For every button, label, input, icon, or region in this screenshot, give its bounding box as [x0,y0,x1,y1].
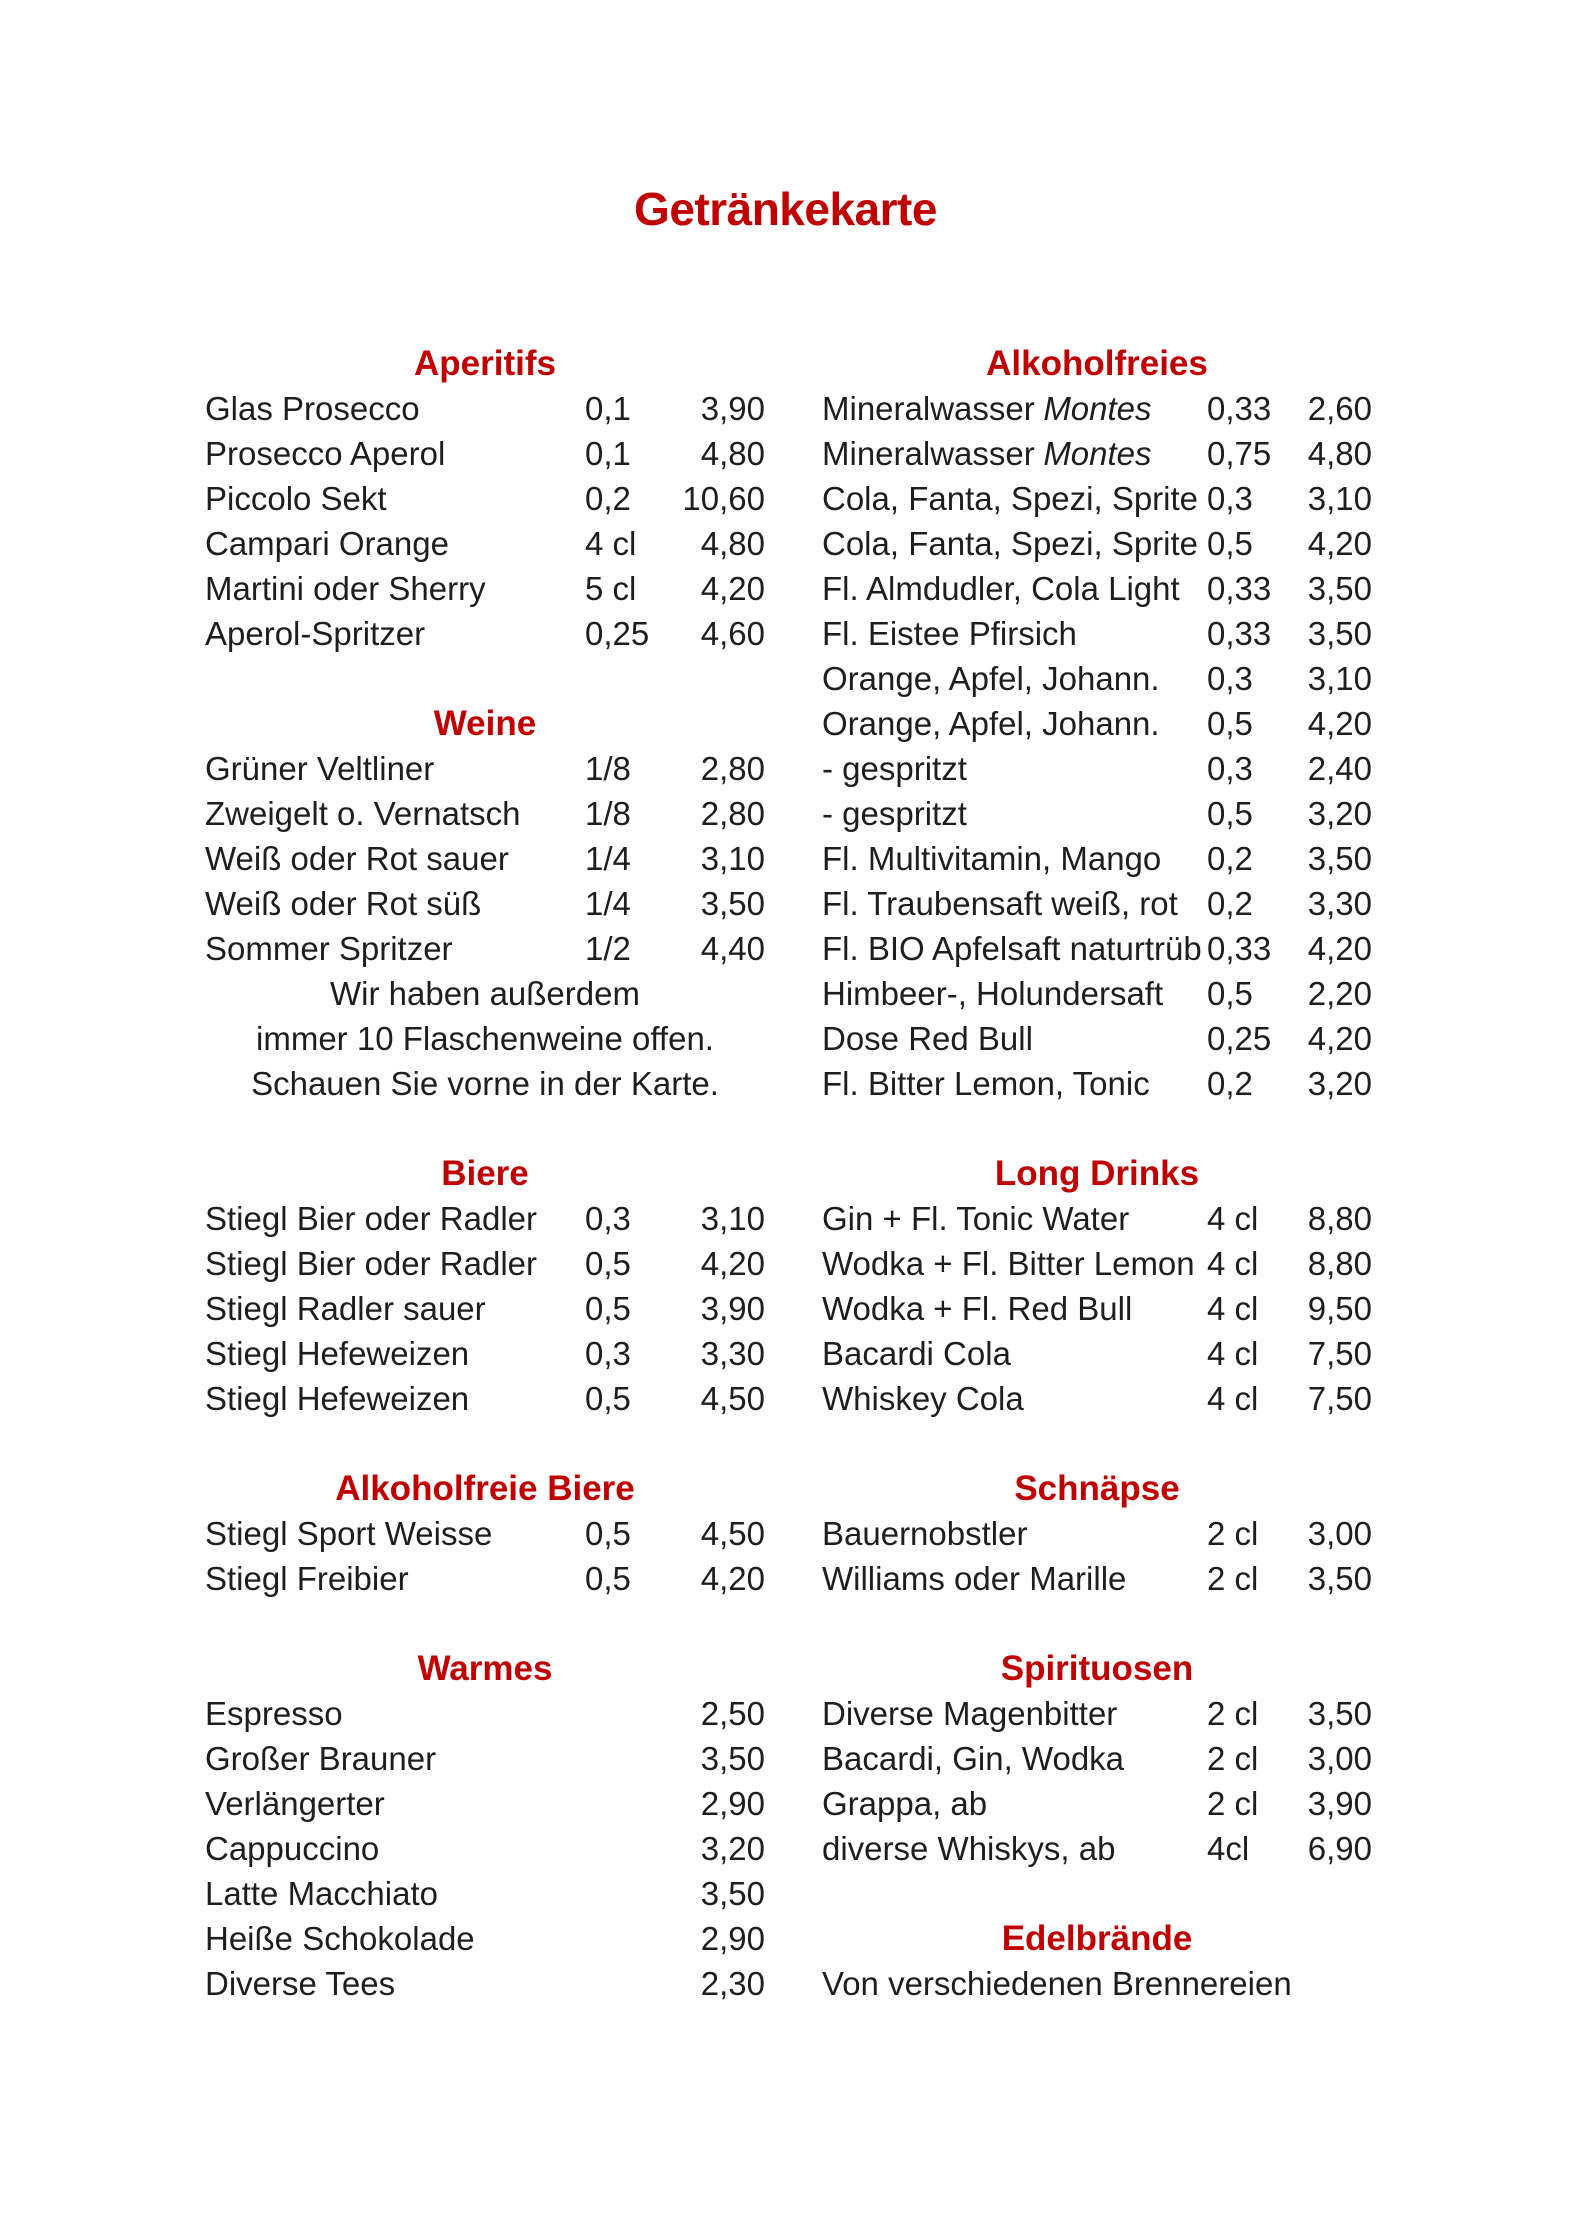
menu-item-row [205,791,765,836]
item-price: 3,90 [700,1289,765,1327]
item-label-text: Wodka + Fl. Bitter Lemon [822,1244,1195,1282]
item-price: 3,50 [700,884,765,922]
item-price: 4,50 [700,1379,765,1417]
item-volume: 1/8 [585,749,631,787]
item-label-text: Piccolo Sekt [205,479,387,517]
item-label [822,705,1207,743]
item-price: 7,50 [1307,1379,1372,1417]
menu-item-row [205,1691,765,1736]
item-price: 4,20 [1307,704,1372,742]
item-label [205,1695,585,1733]
item-label [822,1785,1207,1823]
menu-section-header-row [822,1151,1372,1196]
item-price: 3,10 [1307,659,1372,697]
item-label-text: Sommer Spritzer [205,929,453,967]
menu-item-row [822,1286,1372,1331]
menu-item-row [822,1511,1372,1556]
item-price: 4,20 [700,1559,765,1597]
item-label-text: Stiegl Hefeweizen [205,1379,470,1417]
item-volume: 2 cl [1207,1739,1259,1777]
item-label-text: Fl. Almdudler, Cola Light [822,569,1180,607]
item-label-text: Bacardi Cola [822,1334,1011,1372]
item-volume: 0,3 [1207,659,1253,697]
item-price: 4,20 [1307,1019,1372,1057]
item-volume: 1/2 [585,929,631,967]
item-label [205,525,585,563]
wine-note-row [205,1061,765,1106]
item-price: 4,80 [700,434,765,472]
menu-section-header-row [822,1646,1372,1691]
item-volume: 4 cl [585,524,637,562]
item-price: 8,80 [1307,1244,1372,1282]
item-label [822,1740,1207,1778]
item-volume: 2 cl [1207,1514,1259,1552]
item-price: 2,90 [700,1919,765,1957]
item-volume: 4 cl [1207,1199,1259,1237]
item-label [822,840,1207,878]
item-volume: 0,5 [1207,794,1253,832]
section-header: Alkoholfreie Biere [335,1468,635,1508]
wine-note-text: immer 10 Flaschenweine offen. [256,1019,714,1057]
item-volume: 4 cl [1207,1379,1259,1417]
item-label [822,480,1207,518]
item-label [822,1200,1207,1238]
section-gap [822,1871,1372,1916]
section-gap [822,1421,1372,1466]
item-price: 4,20 [700,1244,765,1282]
item-label [822,1695,1207,1733]
item-label-text: Diverse Tees [205,1964,396,2002]
menu-item-row [822,1241,1372,1286]
item-volume: 0,33 [1207,389,1272,427]
section-gap [205,656,765,701]
section-header: Alkoholfreies [986,343,1208,383]
item-label-text: Martini oder Sherry [205,569,486,607]
menu-item-row [205,1781,765,1826]
item-label-text: Von verschiedenen Brennereien [822,1964,1292,2002]
item-label-text: Fl. BIO Apfelsaft naturtrüb [822,929,1202,967]
item-label [205,750,585,788]
item-volume: 0,5 [1207,704,1253,742]
menu-item-row [822,1331,1372,1376]
menu-item-row [205,611,765,656]
item-label-text: Glas Prosecco [205,389,420,427]
menu-item-row [205,431,765,476]
item-label-text: Latte Macchiato [205,1874,438,1912]
item-volume: 2 cl [1207,1694,1259,1732]
section-header: Long Drinks [994,1153,1200,1193]
item-label [205,615,585,653]
section-gap [822,1601,1372,1646]
item-price: 3,50 [1307,1694,1372,1732]
menu-item-row [205,881,765,926]
item-volume: 5 cl [585,569,637,607]
item-volume: 0,5 [585,1379,631,1417]
item-volume: 0,33 [1207,569,1272,607]
item-label-text: Weiß oder Rot süß [205,884,482,922]
menu-item-row [822,791,1372,836]
item-label [205,840,585,878]
item-volume: 0,3 [1207,749,1253,787]
menu-item-row [822,1016,1372,1061]
item-volume: 0,2 [1207,884,1253,922]
item-label-text: Himbeer-, Holundersaft [822,974,1164,1012]
item-label-text: Cappuccino [205,1829,380,1867]
wine-note-row [205,1016,765,1061]
item-price: 7,50 [1307,1334,1372,1372]
item-price: 3,50 [700,1874,765,1912]
item-price: 10,60 [682,479,765,517]
menu-item-row [822,1691,1372,1736]
item-label-text: Espresso [205,1694,343,1732]
menu-section-header-row [205,1151,765,1196]
item-label-text: Whiskey Cola [822,1379,1024,1417]
section-header: Weine [433,703,537,743]
item-volume: 0,3 [585,1334,631,1372]
item-label-text: Aperol-Spritzer [205,614,426,652]
item-volume: 0,5 [585,1559,631,1597]
item-label-text: Grüner Veltliner [205,749,435,787]
item-volume: 0,2 [1207,839,1253,877]
item-price: 4,50 [700,1514,765,1552]
item-price: 2,30 [700,1964,765,2002]
item-price: 4,60 [700,614,765,652]
menu-section-header-row [822,1466,1372,1511]
item-label [205,570,585,608]
item-price: 2,50 [700,1694,765,1732]
item-label-text: Prosecco Aperol [205,434,446,472]
section-header: Schnäpse [1014,1468,1180,1508]
item-label-text: Wodka + Fl. Red Bull [822,1289,1133,1327]
item-price: 3,20 [1307,794,1372,832]
item-label-text: Großer Brauner [205,1739,437,1777]
item-volume: 0,3 [585,1199,631,1237]
item-volume: 0,25 [1207,1019,1272,1057]
menu-item-row [205,1871,765,1916]
item-volume: 0,2 [1207,1064,1253,1102]
menu-item-row [205,1826,765,1871]
item-price: 4,40 [700,929,765,967]
item-label [822,570,1207,608]
item-volume: 4 cl [1207,1289,1259,1327]
item-price: 3,00 [1307,1739,1372,1777]
menu-item-row [205,1511,765,1556]
menu-item-row [822,1061,1372,1106]
menu-item-row [205,1286,765,1331]
item-price: 2,40 [1307,749,1372,787]
item-label [205,1515,585,1553]
menu-item-row [822,656,1372,701]
item-label-italic: Montes [1043,434,1152,472]
menu-item-row [822,521,1372,566]
item-label [822,390,1207,428]
item-volume: 0,1 [585,389,631,427]
item-volume: 4 cl [1207,1334,1259,1372]
menu-item-row [205,1331,765,1376]
item-label-text: Gin + Fl. Tonic Water [822,1199,1130,1237]
menu-item-row [205,521,765,566]
item-label [822,1290,1207,1328]
wine-note-text: Schauen Sie vorne in der Karte. [251,1064,719,1102]
item-volume: 0,5 [1207,974,1253,1012]
item-label-italic: Montes [1043,389,1152,427]
item-price: 3,30 [1307,884,1372,922]
item-volume: 4 cl [1207,1244,1259,1282]
menu-section-header-row [822,1916,1372,1961]
menu-item-row [822,1376,1372,1421]
item-volume: 0,33 [1207,614,1272,652]
item-label [205,1740,585,1778]
item-label [205,435,585,473]
item-price: 2,60 [1307,389,1372,427]
item-label [822,1380,1207,1418]
item-label [822,1245,1207,1283]
item-price: 8,80 [1307,1199,1372,1237]
item-label [205,1335,585,1373]
menu-section-header-row [205,1466,765,1511]
item-price: 4,20 [700,569,765,607]
item-label [822,1515,1207,1553]
item-label [822,1065,1207,1103]
menu-item-row [822,701,1372,746]
section-header: Edelbrände [1001,1918,1193,1958]
section-header: Warmes [417,1648,553,1688]
menu-item-row [205,1196,765,1241]
item-price: 3,50 [1307,839,1372,877]
item-price: 3,20 [700,1829,765,1867]
item-volume: 1/8 [585,794,631,832]
item-price: 4,80 [1307,434,1372,472]
menu-item-row [822,746,1372,791]
item-label-text: Orange, Apfel, Johann. [822,704,1160,742]
item-label [205,390,585,428]
item-label-text: Fl. Multivitamin, Mango [822,839,1162,877]
item-price: 2,90 [700,1784,765,1822]
item-price: 3,90 [700,389,765,427]
item-price: 2,80 [700,794,765,832]
wine-note-text: Wir haben außerdem [330,974,640,1012]
item-label-text: Grappa, ab [822,1784,988,1822]
item-label [822,1335,1207,1373]
item-price: 3,20 [1307,1064,1372,1102]
section-gap [205,1106,765,1151]
item-label [822,975,1207,1013]
menu-item-row [822,1556,1372,1601]
item-label [205,1290,585,1328]
item-volume: 1/4 [585,884,631,922]
item-price: 3,30 [700,1334,765,1372]
item-label-text: Campari Orange [205,524,449,562]
section-header: Aperitifs [414,343,556,383]
menu-item-row [205,836,765,881]
menu-item-row [822,566,1372,611]
menu-item-row [822,1196,1372,1241]
item-label [205,930,585,968]
item-volume: 1/4 [585,839,631,877]
item-label [822,1965,1292,2003]
item-volume: 0,3 [1207,479,1253,517]
item-label-text: Verlängerter [205,1784,385,1822]
menu-item-row [205,1376,765,1421]
item-label [205,1560,585,1598]
item-label-text: Stiegl Bier oder Radler [205,1244,537,1282]
menu-item-row [205,566,765,611]
item-label [205,1785,585,1823]
item-label-text: - gespritzt [822,794,967,832]
item-price: 3,90 [1307,1784,1372,1822]
item-label [205,1830,585,1868]
menu-item-row [205,1736,765,1781]
item-price: 4,20 [1307,929,1372,967]
page-title: Getränkekarte [634,183,937,235]
item-label [205,795,585,833]
item-label [822,930,1207,968]
item-label-text: Stiegl Sport Weisse [205,1514,493,1552]
item-label [822,1830,1207,1868]
menu-item-row [822,476,1372,521]
item-label [205,1965,585,2003]
section-gap [822,1106,1372,1151]
item-label-text: Williams oder Marille [822,1559,1127,1597]
item-volume: 0,5 [585,1244,631,1282]
item-volume: 0,33 [1207,929,1272,967]
item-label [822,1020,1207,1058]
menu-item-row [822,926,1372,971]
item-label-text: Fl. Traubensaft weiß, rot [822,884,1178,922]
item-label [822,615,1207,653]
menu-item-row [205,746,765,791]
item-price: 4,80 [700,524,765,562]
menu-item-row [822,1736,1372,1781]
menu-item-row [822,431,1372,476]
item-label-text: Fl. Eistee Pfirsich [822,614,1077,652]
menu-section-header-row [822,341,1372,386]
item-label [205,1875,585,1913]
item-label [822,525,1207,563]
menu-section-header-row [205,1646,765,1691]
menu-item-row [822,881,1372,926]
item-label [822,795,1207,833]
item-volume: 0,5 [585,1514,631,1552]
item-volume: 0,5 [1207,524,1253,562]
item-volume: 0,75 [1207,434,1272,472]
item-label-text: Stiegl Radler sauer [205,1289,486,1327]
section-gap [205,1601,765,1646]
item-label-text: Cola, Fanta, Spezi, Sprite [822,479,1199,517]
item-label-text: Weiß oder Rot sauer [205,839,509,877]
item-price: 3,50 [1307,614,1372,652]
item-label [822,750,1207,788]
item-label-text: Bacardi, Gin, Wodka [822,1739,1125,1777]
item-label-text: Mineralwasser [822,434,1035,472]
menu-item-row [205,1961,765,2006]
item-label-text: Stiegl Freibier [205,1559,409,1597]
section-gap [205,1421,765,1466]
item-label-text: Bauernobstler [822,1514,1028,1552]
item-label-text: Heiße Schokolade [205,1919,475,1957]
menu-item-row [205,1916,765,1961]
menu-item-row [822,1826,1372,1871]
item-volume: 2 cl [1207,1784,1259,1822]
item-label [822,435,1207,473]
item-volume: 0,1 [585,434,631,472]
item-label [205,1245,585,1283]
menu-item-row [822,386,1372,431]
item-volume: 0,2 [585,479,631,517]
item-label [205,885,585,923]
section-header: Biere [441,1153,529,1193]
item-volume: 0,25 [585,614,650,652]
item-label-text: diverse Whiskys, ab [822,1829,1116,1867]
item-price: 4,20 [1307,524,1372,562]
item-price: 3,00 [1307,1514,1372,1552]
item-price: 9,50 [1307,1289,1372,1327]
item-label-text: Cola, Fanta, Spezi, Sprite [822,524,1199,562]
item-label-text: Orange, Apfel, Johann. [822,659,1160,697]
menu-section-header-row [205,341,765,386]
wine-note-row [205,971,765,1016]
item-volume: 4cl [1207,1829,1250,1867]
item-label-text: Stiegl Bier oder Radler [205,1199,537,1237]
menu-section-header-row [205,701,765,746]
item-price: 3,50 [700,1739,765,1777]
item-label [205,480,585,518]
menu-column-left [205,341,765,2006]
item-price: 3,10 [700,1199,765,1237]
item-price: 2,80 [700,749,765,787]
item-label-text: Diverse Magenbitter [822,1694,1118,1732]
item-label-text: Dose Red Bull [822,1019,1033,1057]
item-volume: 0,5 [585,1289,631,1327]
menu-column-right [822,341,1372,2006]
item-label [822,885,1207,923]
menu-item-row [822,611,1372,656]
menu-item-row [822,836,1372,881]
item-label-text: Stiegl Hefeweizen [205,1334,470,1372]
item-label-text: Fl. Bitter Lemon, Tonic [822,1064,1150,1102]
item-price: 2,20 [1307,974,1372,1012]
item-price: 6,90 [1307,1829,1372,1867]
menu-item-row [205,476,765,521]
section-header: Spirituosen [1000,1648,1194,1688]
item-label [205,1920,585,1958]
item-price: 3,50 [1307,569,1372,607]
item-label [822,1560,1207,1598]
item-price: 3,50 [1307,1559,1372,1597]
item-label-text: Zweigelt o. Vernatsch [205,794,521,832]
menu-item-row [205,1241,765,1286]
menu-item-row [822,1781,1372,1826]
menu-item-row [205,1556,765,1601]
item-label-text: - gespritzt [822,749,967,787]
menu-item-row [822,971,1372,1016]
menu-item-row [822,1961,1372,2006]
menu-item-row [205,386,765,431]
item-label-text: Mineralwasser [822,389,1035,427]
item-label [822,660,1207,698]
menu-item-row [205,926,765,971]
item-label [205,1380,585,1418]
item-label [205,1200,585,1238]
item-price: 3,10 [700,839,765,877]
item-price: 3,10 [1307,479,1372,517]
item-volume: 2 cl [1207,1559,1259,1597]
